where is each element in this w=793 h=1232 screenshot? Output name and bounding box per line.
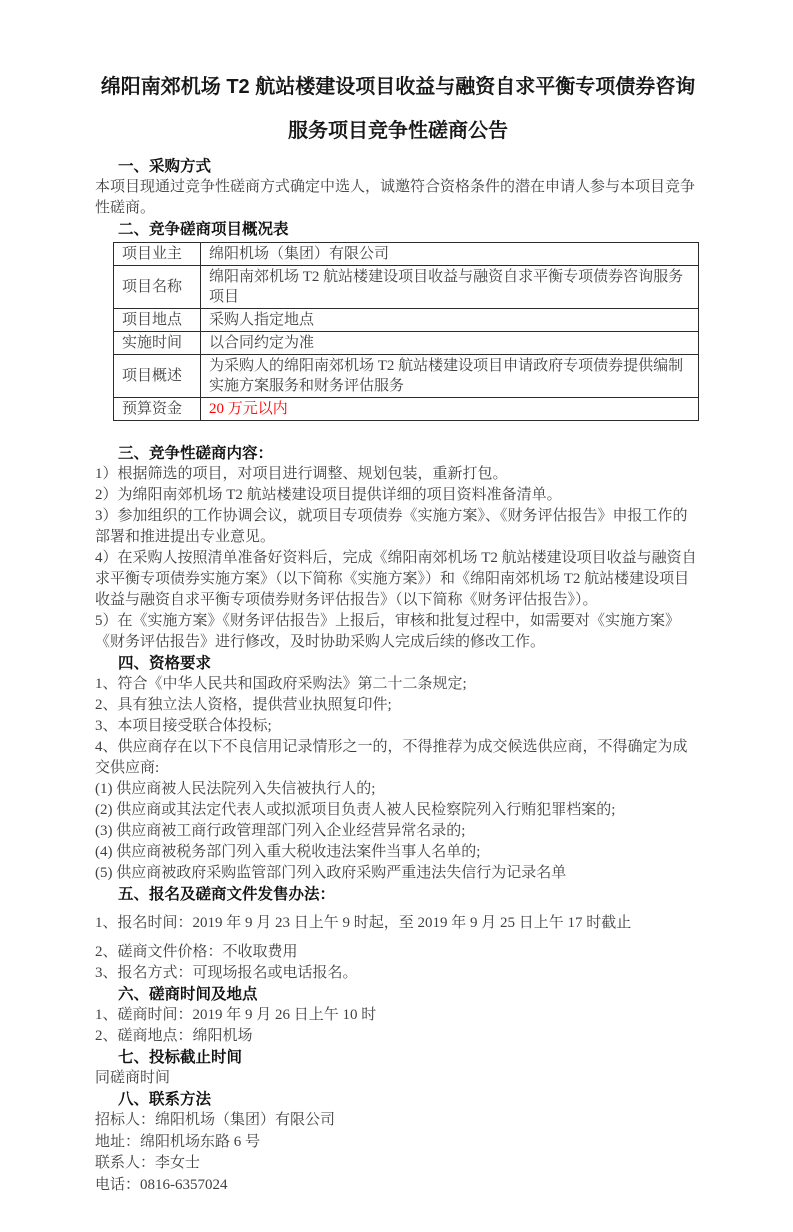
- bad-credit-item: (4) 供应商被税务部门列入重大税收违法案件当事人名单的;: [95, 844, 481, 860]
- registration-item: 3、报名方式：可现场报名或电话报名。: [95, 965, 358, 981]
- section-1-body: 本项目现通过竞争性磋商方式确定中选人，诚邀符合资格条件的潜在申请人参与本项目竞争性磋商。: [95, 179, 696, 216]
- row-value: 为采购人的绵阳南郊机场 T2 航站楼建设项目申请政府专项债券提供编制实施方案服务和财务评估服务: [201, 355, 699, 398]
- bad-credit-item: (2) 供应商或其法定代表人或拟派项目负责人被人民检察院列入行贿犯罪档案的;: [95, 802, 616, 818]
- row-value: 以合同约定为准: [201, 332, 699, 355]
- qualification-item: 3、本项目接受联合体投标;: [95, 718, 272, 734]
- row-label: 项目地点: [114, 309, 201, 332]
- row-value: 采购人指定地点: [201, 309, 699, 332]
- table-row-budget: [114, 398, 699, 421]
- registration-item: 1、报名时间：2019 年 9 月 23 日上午 9 时起，至 2019 年 9 月 25 日上午 17 时截止: [95, 915, 632, 931]
- deadline-body: 同磋商时间: [95, 1070, 171, 1086]
- section-2-heading: 二、竞争磋商项目概况表: [118, 221, 289, 238]
- section-1-heading: 一、采购方式: [118, 158, 212, 175]
- row-label: 预算资金: [114, 398, 201, 421]
- table-row-schedule: [114, 332, 699, 355]
- table-row-owner: [114, 243, 699, 266]
- row-value: 绵阳机场（集团）有限公司: [201, 243, 699, 266]
- table-row-location: [114, 309, 699, 332]
- section-5-heading: 五、报名及磋商文件发售办法：: [118, 886, 336, 903]
- row-label: 项目名称: [114, 266, 201, 309]
- contact-address: 地址：绵阳机场东路 6 号: [95, 1133, 261, 1150]
- section-6-heading: 六、磋商时间及地点: [118, 986, 258, 1003]
- consultation-item: 3）参加组织的工作协调会议，就项目专项债券《实施方案》、《财务评估报告》申报工作的部署和推进提出专业意见。: [95, 508, 688, 545]
- bad-credit-item: (5) 供应商被政府采购监管部门列入政府采购严重违法失信行为记录名单: [95, 865, 567, 881]
- table-row-summary: [114, 355, 699, 398]
- contact-person: 联系人：李女士: [95, 1155, 201, 1171]
- qualification-item: 4、供应商存在以下不良信用记录情形之一的，不得推荐为成交候选供应商，不得确定为成交供应商:: [95, 739, 688, 776]
- consultation-item: 1）根据筛选的项目，对项目进行调整、规划包装，重新打包。: [95, 466, 508, 482]
- contact-bidder: 招标人：绵阳机场（集团）有限公司: [95, 1112, 336, 1128]
- bad-credit-item: (1) 供应商被人民法院列入失信被执行人的;: [95, 781, 376, 797]
- meeting-item: 1、磋商时间：2019 年 9 月 26 日上午 10 时: [95, 1007, 377, 1023]
- qualification-item: 2、具有独立法人资格，提供营业执照复印件;: [95, 697, 392, 713]
- consultation-item: 5）在《实施方案》《财务评估报告》上报后，审核和批复过程中，如需要对《实施方案》《财务评估报告》进行修改，及时协助采购人完成后续的修改工作。: [95, 613, 681, 650]
- row-value: 绵阳南郊机场 T2 航站楼建设项目收益与融资自求平衡专项债券咨询服务项目: [201, 266, 699, 309]
- section-4-heading: 四、资格要求: [118, 655, 212, 672]
- table-row-project-name: [114, 266, 699, 309]
- qualification-item: 1、符合《中华人民共和国政府采购法》第二十二条规定;: [95, 676, 467, 692]
- doc-title-line-2: 服务项目竞争性磋商公告: [288, 120, 508, 142]
- contact-phone: 电话：0816-6357024: [95, 1176, 228, 1193]
- budget-value: 20 万元以内: [201, 398, 699, 421]
- meeting-item: 2、磋商地点：绵阳机场: [95, 1028, 253, 1044]
- registration-item: 2、磋商文件价格：不收取费用: [95, 944, 298, 960]
- section-8-heading: 八、联系方法: [118, 1091, 212, 1108]
- section-3-heading: 三、竞争性磋商内容：: [118, 445, 274, 462]
- consultation-item: 4）在采购人按照清单准备好资料后，完成《绵阳南郊机场 T2 航站楼建设项目收益与融资自求平衡专项债券实施方案》（以下简称《实施方案》）和《绵阳南郊机场 T2 航站楼建设项目收益与融资自求平衡专项债券财务评估报告》（以下简称《财务评估报告》）。: [95, 550, 697, 608]
- row-label: 项目概述: [114, 355, 201, 398]
- row-label: 实施时间: [114, 332, 201, 355]
- consultation-item: 2）为绵阳南郊机场 T2 航站楼建设项目提供详细的项目资料准备清单。: [95, 487, 562, 503]
- overview-table: [113, 242, 699, 421]
- section-7-heading: 七、投标截止时间: [118, 1049, 243, 1066]
- bad-credit-item: (3) 供应商被工商行政管理部门列入企业经营异常名录的;: [95, 823, 466, 839]
- doc-title-line-1: 绵阳南郊机场 T2 航站楼建设项目收益与融资自求平衡专项债券咨询: [100, 76, 696, 98]
- row-label: 项目业主: [114, 243, 201, 266]
